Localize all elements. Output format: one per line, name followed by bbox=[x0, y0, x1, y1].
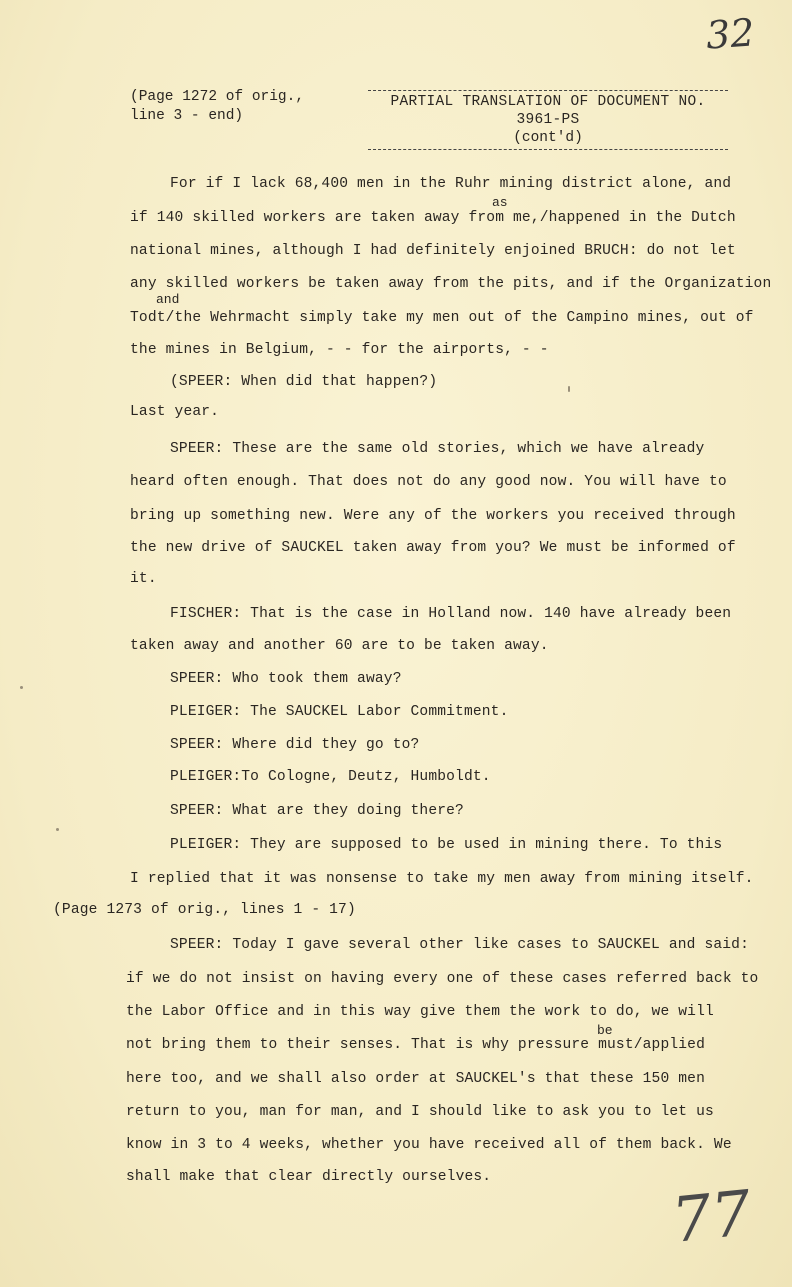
text-line: Last year. bbox=[130, 404, 220, 420]
text-line: FISCHER: That is the case in Holland now. 140 have already been bbox=[170, 606, 732, 622]
text-line: here too, and we shall also order at SAUCKEL's that these 150 men bbox=[126, 1071, 705, 1087]
text-line: SPEER: Today I gave several other like cases to SAUCKEL and said: bbox=[170, 937, 749, 953]
source-reference-line: (Page 1272 of orig., bbox=[130, 89, 305, 105]
text-line: I replied that it was nonsense to take my men away from mining itself. bbox=[130, 871, 754, 887]
text-line: (Page 1273 of orig., lines 1 - 17) bbox=[53, 902, 356, 918]
source-reference-line: line 3 - end) bbox=[130, 108, 244, 124]
text-line: the Labor Office and in this way give them the work to do, we will bbox=[126, 1004, 714, 1020]
text-line: return to you, man for man, and I should like to ask you to let us bbox=[126, 1104, 714, 1120]
document-subtitle: (cont'd) bbox=[513, 130, 583, 146]
text-line: Todt/the Wehrmacht simply take my men out of the Campino mines, out of bbox=[130, 310, 754, 326]
insertion-as: as bbox=[492, 195, 508, 210]
paper-speck bbox=[56, 828, 59, 831]
insertion-and: and bbox=[156, 292, 180, 307]
text-line: SPEER: Who took them away? bbox=[170, 671, 402, 687]
text-line: PLEIGER: The SAUCKEL Labor Commitment. bbox=[170, 704, 509, 720]
insertion-be: be bbox=[597, 1023, 613, 1038]
text-line: shall make that clear directly ourselves. bbox=[126, 1169, 492, 1185]
text-line: PLEIGER: They are supposed to be used in mining there. To this bbox=[170, 837, 723, 853]
text-line: SPEER: These are the same old stories, which we have already bbox=[170, 441, 705, 457]
paper-speck bbox=[20, 686, 23, 689]
text-line: For if I lack 68,400 men in the Ruhr mining district alone, and bbox=[170, 176, 732, 192]
handwritten-page-number: 32 bbox=[704, 10, 756, 58]
text-line: SPEER: Where did they go to? bbox=[170, 737, 420, 753]
text-line: heard often enough. That does not do any good now. You will have to bbox=[130, 474, 727, 490]
text-line: (SPEER: When did that happen?) bbox=[170, 374, 438, 390]
source-reference bbox=[130, 88, 304, 126]
text-line: bring up something new. Were any of the workers you received through bbox=[130, 508, 736, 524]
document-title: PARTIAL TRANSLATION OF DOCUMENT NO. 3961-PS bbox=[390, 94, 706, 128]
paper-speck bbox=[568, 386, 570, 392]
text-line: if we do not insist on having every one of these cases referred back to bbox=[126, 971, 759, 987]
text-line: not bring them to their senses. That is why pressure must/applied bbox=[126, 1037, 705, 1053]
text-line: national mines, although I had definitely enjoined BRUCH: do not let bbox=[130, 243, 736, 259]
text-line: any skilled workers be taken away from the pits, and if the Organization bbox=[130, 276, 772, 292]
text-line: SPEER: What are they doing there? bbox=[170, 803, 464, 819]
text-line: if 140 skilled workers are taken away from me,/happened in the Dutch bbox=[130, 210, 736, 226]
text-line: it. bbox=[130, 571, 157, 587]
text-line: know in 3 to 4 weeks, whether you have received all of them back. We bbox=[126, 1137, 732, 1153]
text-line: PLEIGER:To Cologne, Deutz, Humboldt. bbox=[170, 769, 491, 785]
text-line: taken away and another 60 are to be taken away. bbox=[130, 638, 549, 654]
document-heading bbox=[368, 90, 728, 150]
text-line: the mines in Belgium, - - for the airports, - - bbox=[130, 342, 549, 358]
text-line: the new drive of SAUCKEL taken away from you? We must be informed of bbox=[130, 540, 736, 556]
handwritten-stamp-number: 77 bbox=[668, 1176, 755, 1257]
